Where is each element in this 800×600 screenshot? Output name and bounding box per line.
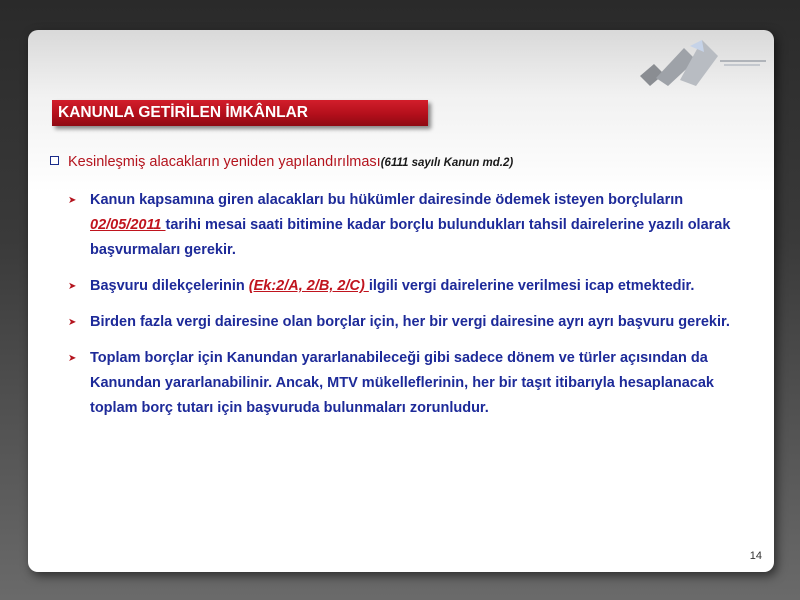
main-bullet (50, 154, 750, 170)
list-item (68, 188, 758, 263)
list-item (68, 274, 758, 299)
slide (28, 30, 774, 572)
page-number: 14 (749, 550, 762, 562)
deadline-date: 02/05/2011 (90, 217, 166, 233)
item-text: Toplam borçlar için Kanundan yararlanabileceği gibi sadece dönem ve türler açısından da Kanundan yararlanabilinir. Ancak, MTV mükelleflerinin, her bir taşıt itibarıyla hesaplanacak toplam borç tutarı için başvuruda bulunmaları zorunludur. (90, 350, 714, 416)
square-bullet-icon (50, 156, 59, 165)
item-text: Başvuru dilekçelerinin (90, 278, 249, 294)
law-reference: (6111 sayılı Kanun md.2) (380, 157, 514, 169)
main-bullet-text: Kesinleşmiş alacakların yeniden yapılandırılması (68, 154, 381, 170)
arrow-bullet-icon: ➤ (68, 317, 77, 328)
list-item (68, 310, 758, 335)
slide-title: KANUNLA GETİRİLEN İMKÂNLAR (52, 100, 428, 126)
form-reference: (Ek:2/A, 2/B, 2/C) (248, 278, 369, 294)
item-text: ilgili vergi dairelerine verilmesi icap etmektedir. (368, 278, 695, 294)
item-text: Birden fazla vergi dairesine olan borçlar için, her bir vergi dairesine ayrı ayrı başvuru gerekir. (90, 314, 730, 330)
arrow-bullet-icon: ➤ (68, 281, 77, 292)
arrow-bullet-icon: ➤ (68, 195, 77, 206)
arrow-bullet-icon: ➤ (68, 353, 77, 364)
item-text: Kanun kapsamına giren alacakları bu hükümler dairesinde ödemek isteyen borçluların (90, 192, 684, 208)
list-item (68, 346, 758, 421)
item-text: tarihi mesai saati bitimine kadar borçlu bulundukları tahsil dairelerine yazılı olarak başvurmaları gerekir. (90, 217, 731, 258)
bullet-list (68, 188, 758, 432)
company-logo (640, 38, 770, 86)
